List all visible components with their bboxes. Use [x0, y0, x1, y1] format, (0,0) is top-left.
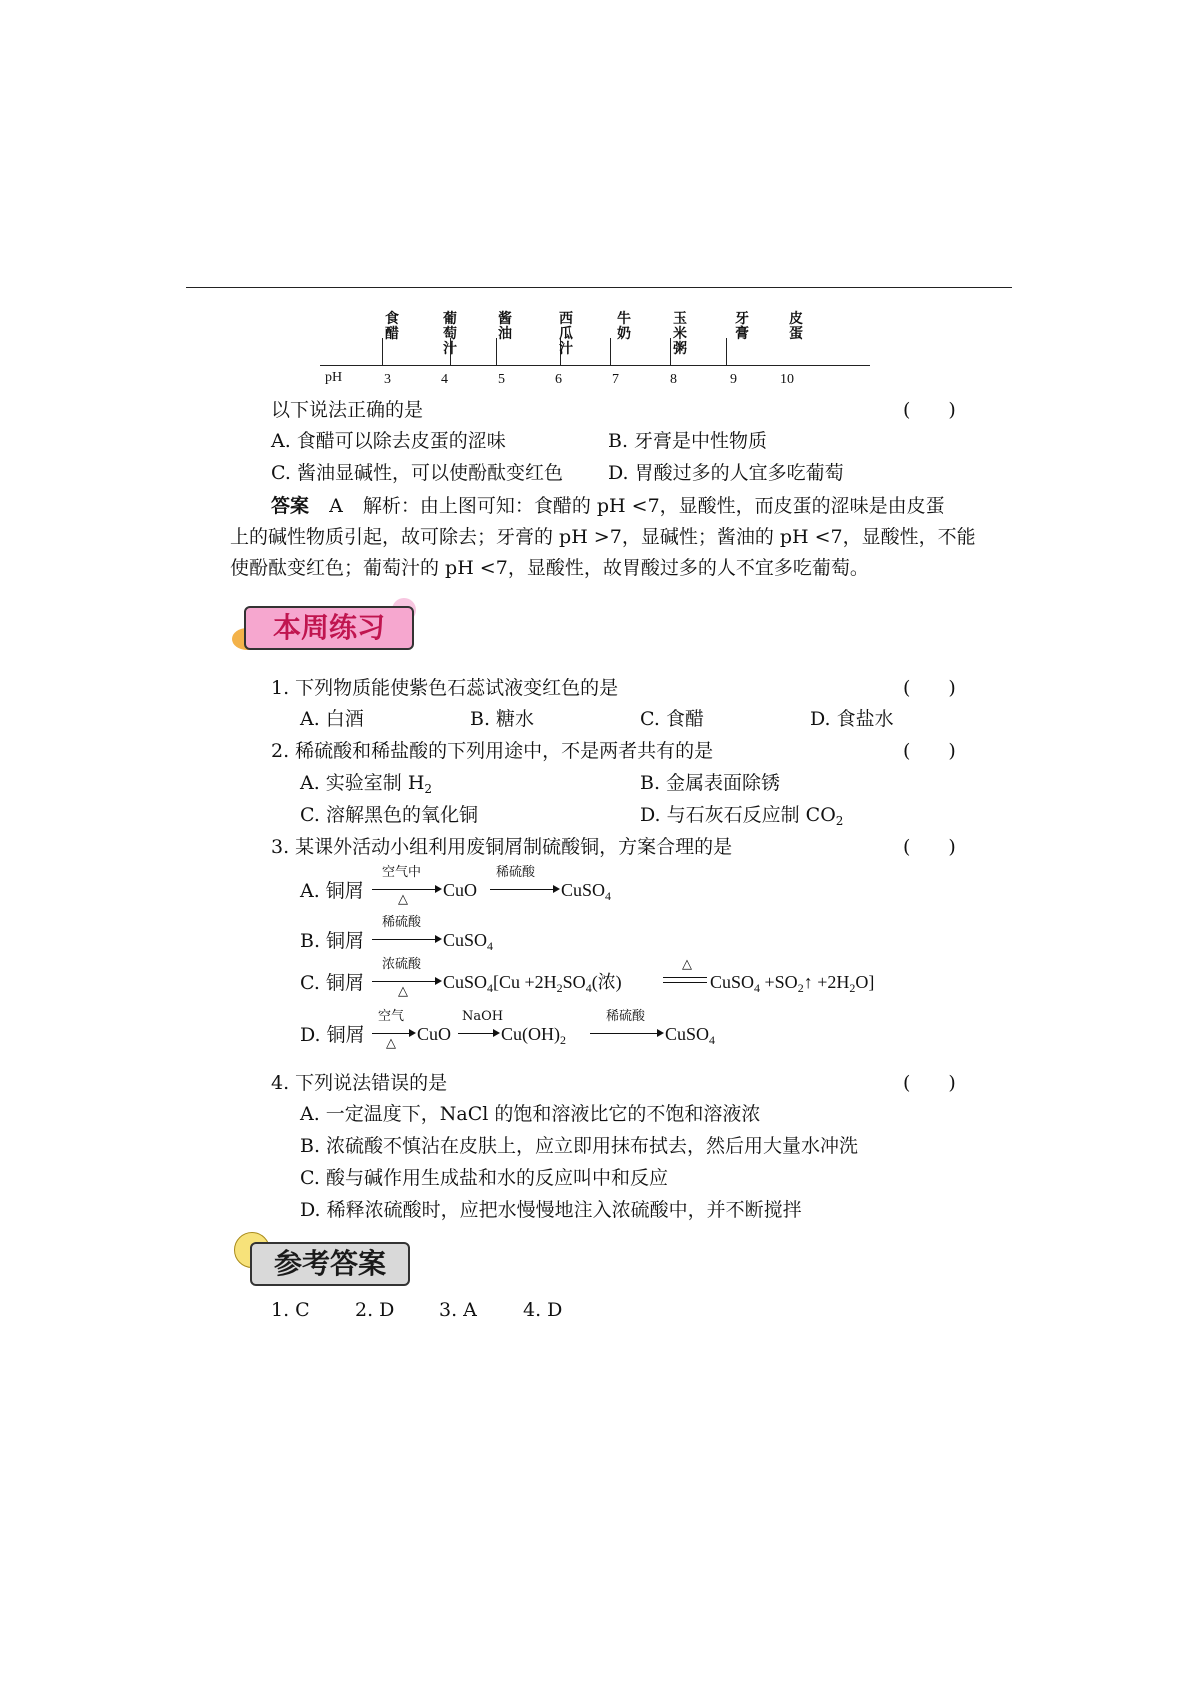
q3-a-cuso4	[561, 878, 611, 908]
ph-tick-4: 4	[441, 372, 448, 387]
q3-d-arrowhead-1	[409, 1029, 416, 1037]
ph-item-porridge: 玉米粥	[673, 311, 687, 357]
q3-a-label: A. 铜屑	[300, 880, 364, 902]
q3-c-arrowhead	[435, 977, 442, 985]
answer-label: 答案	[271, 495, 310, 517]
q3-c-equation	[443, 970, 622, 1000]
answer-2: 2. D	[355, 1299, 395, 1321]
ph-item-soy: 酱油	[498, 311, 512, 342]
q3-a-cuso-text: CuSO	[561, 880, 606, 900]
q3-c-prod-so: +SO	[764, 972, 798, 992]
up-arrow-icon: ↑	[803, 972, 813, 992]
example-answer-line1	[271, 493, 945, 519]
q3-c-products	[710, 970, 874, 1000]
ph-tick-9: 9	[730, 372, 737, 387]
q3-c-so: SO	[562, 972, 586, 992]
q4-option-a: A. 一定温度下，NaCl 的饱和溶液比它的不饱和溶液浓	[300, 1103, 761, 1125]
q3-option-b	[300, 916, 600, 956]
q2-option-a-sub: 2	[424, 782, 433, 796]
q3-c-so4-sub: 4	[585, 981, 592, 995]
q3-option-c	[300, 958, 940, 1006]
q2-option-a-text: A. 实验室制 H	[300, 772, 425, 794]
ph-marker-porridge	[670, 338, 671, 366]
q3-b-cuso4	[443, 928, 493, 958]
q3-d-under-1: △	[386, 1036, 396, 1051]
q3-d-arrow-3	[590, 1033, 658, 1034]
q3-a-cuso-sub: 4	[605, 889, 612, 903]
q3-d-arrowhead-2	[493, 1029, 500, 1037]
q3-b-cuso-text: CuSO	[443, 930, 488, 950]
answer-3: 3. A	[439, 1299, 477, 1321]
section-badge-reference-answers	[232, 1232, 412, 1288]
q3-b-label: B. 铜屑	[300, 930, 365, 952]
example-paren: ( )	[903, 399, 956, 421]
answer-value: A	[329, 495, 343, 517]
q1-option-a: A. 白酒	[300, 708, 364, 730]
q2-option-a	[300, 770, 432, 802]
analysis-label: 解析：	[362, 495, 420, 517]
ph-axis-label: pH	[325, 370, 343, 385]
q3-c-prod-cuso-sub: 4	[754, 981, 761, 995]
q3-d-arrowhead-3	[657, 1029, 664, 1037]
q3-c-cuso-sub: 4	[487, 981, 494, 995]
q3-d-cuo: CuO	[417, 1024, 452, 1044]
ph-baseline	[320, 365, 870, 366]
answer-4: 4. D	[523, 1299, 563, 1321]
section-title-reference-answers: 参考答案	[250, 1242, 410, 1286]
q3-d-cuoh-text: Cu(OH)	[501, 1024, 560, 1044]
q3-d-over-3: 稀硫酸	[606, 1009, 646, 1024]
q3-b-arrowhead	[435, 935, 442, 943]
q3-c-under: △	[398, 984, 408, 999]
q3-d-arrow-1	[372, 1033, 410, 1034]
answer-1: 1. C	[271, 1299, 310, 1321]
q3-a-over-1: 空气中	[382, 865, 422, 880]
section-title-weekly-practice: 本周练习	[244, 606, 414, 650]
q3-d-over-2: NaOH	[462, 1009, 504, 1024]
q3-c-cuso: CuSO	[443, 972, 488, 992]
q3-option-a	[300, 866, 700, 914]
analysis-text-1: 由上图可知：食醋的 pH <7，显酸性，而皮蛋的涩味是由皮蛋	[419, 495, 945, 517]
q3-a-under-1: △	[398, 892, 408, 907]
q3-d-cuso-sub: 4	[709, 1033, 716, 1047]
q4-stem: 4. 下列说法错误的是	[271, 1072, 448, 1094]
ph-tick-10: 10	[780, 372, 794, 387]
q3-c-eq-delta: △	[682, 957, 692, 972]
example-option-a: A. 食醋可以除去皮蛋的涩味	[271, 430, 506, 452]
q3-c-nong: (浓)	[591, 972, 622, 992]
q3-c-prod-h: +2H	[817, 972, 850, 992]
q3-b-over: 稀硫酸	[382, 915, 422, 930]
ph-marker-soy	[496, 338, 497, 366]
example-stem: 以下说法正确的是	[271, 399, 424, 421]
q2-stem: 2. 稀硫酸和稀盐酸的下列用途中，不是两者共有的是	[271, 740, 714, 762]
q3-a-arrowhead-1	[435, 885, 442, 893]
ph-tick-6: 6	[555, 372, 562, 387]
q3-paren: ( )	[903, 836, 956, 858]
example-analysis-line3: 使酚酞变红色；葡萄汁的 pH <7，显酸性，故胃酸过多的人不宜多吃葡萄。	[230, 557, 869, 579]
q2-option-d	[640, 802, 843, 834]
q3-stem: 3. 某课外活动小组利用废铜屑制硫酸铜，方案合理的是	[271, 836, 733, 858]
q3-c-prod-o: O]	[855, 972, 875, 992]
header-rule	[186, 287, 1012, 288]
q3-d-cuso-text: CuSO	[665, 1024, 710, 1044]
ph-tick-7: 7	[612, 372, 619, 387]
q2-option-b: B. 金属表面除锈	[640, 772, 781, 794]
q3-c-prod-h2-sub: 2	[849, 981, 856, 995]
q3-c-prod-so2-sub: 2	[797, 981, 804, 995]
q3-b-cuso-sub: 4	[487, 939, 494, 953]
q3-c-h2-sub: 2	[556, 981, 563, 995]
q3-d-over-1: 空气	[378, 1009, 405, 1024]
q3-option-d	[300, 1010, 780, 1058]
q3-a-arrow-2	[490, 889, 554, 890]
q3-d-cuoh-sub: 2	[560, 1033, 566, 1047]
q1-stem: 1. 下列物质能使紫色石蕊试液变红色的是	[271, 677, 619, 699]
ph-marker-toothpaste	[726, 338, 727, 366]
ph-item-egg: 皮蛋	[789, 311, 803, 342]
example-option-c: C. 酱油显碱性，可以使酚酞变红色	[271, 462, 563, 484]
q3-d-cuso4	[665, 1022, 715, 1052]
ph-item-toothpaste: 牙膏	[735, 311, 749, 342]
ph-tick-8: 8	[670, 372, 677, 387]
ph-marker-milk	[610, 338, 611, 366]
ph-scale-figure	[320, 310, 880, 390]
q3-c-over: 浓硫酸	[382, 957, 422, 972]
ph-item-milk: 牛奶	[617, 311, 631, 342]
q3-a-over-2: 稀硫酸	[496, 865, 536, 880]
q4-option-d: D. 稀释浓硫酸时，应把水慢慢地注入浓硫酸中，并不断搅拌	[300, 1199, 802, 1221]
q2-option-d-text: D. 与石灰石反应制 CO	[640, 804, 836, 826]
section-badge-weekly-practice	[232, 598, 422, 654]
q2-paren: ( )	[903, 740, 956, 762]
q3-d-cuoh2	[501, 1022, 566, 1052]
q2-option-c: C. 溶解黑色的氧化铜	[300, 804, 478, 826]
q1-option-c: C. 食醋	[640, 708, 704, 730]
ph-marker-vinegar	[382, 338, 383, 366]
q2-option-d-sub: 2	[835, 814, 844, 828]
example-option-d: D. 胃酸过多的人宜多吃葡萄	[608, 462, 844, 484]
q1-paren: ( )	[903, 677, 956, 699]
example-option-b: B. 牙膏是中性物质	[608, 430, 768, 452]
q4-paren: ( )	[903, 1072, 956, 1094]
q4-option-b: B. 浓硫酸不慎沾在皮肤上，应立即用抹布拭去，然后用大量水冲洗	[300, 1135, 859, 1157]
q3-a-arrowhead-2	[553, 885, 560, 893]
q3-c-left: [Cu +2H	[493, 972, 557, 992]
q3-a-cuo: CuO	[443, 880, 478, 900]
q3-a-arrow-1	[372, 889, 436, 890]
ph-tick-3: 3	[384, 372, 391, 387]
ph-item-grape: 葡萄汁	[443, 311, 457, 357]
q1-option-d: D. 食盐水	[810, 708, 894, 730]
q4-option-c: C. 酸与碱作用生成盐和水的反应叫中和反应	[300, 1167, 668, 1189]
q3-c-label: C. 铜屑	[300, 972, 364, 994]
ph-tick-5: 5	[498, 372, 505, 387]
q1-option-b: B. 糖水	[470, 708, 535, 730]
q3-d-arrow-2	[458, 1033, 494, 1034]
q3-c-arrow	[372, 981, 436, 982]
example-analysis-line2: 上的碱性物质引起，故可除去；牙膏的 pH >7，显碱性；酱油的 pH <7，显酸性，不能	[230, 526, 976, 548]
q3-d-label: D. 铜屑	[300, 1024, 365, 1046]
q3-c-eq-sign	[663, 977, 707, 983]
q3-b-arrow	[372, 939, 436, 940]
ph-item-vinegar: 食醋	[385, 311, 399, 342]
ph-item-watermelon: 西瓜汁	[559, 311, 573, 357]
q3-c-prod-cuso: CuSO	[710, 972, 755, 992]
